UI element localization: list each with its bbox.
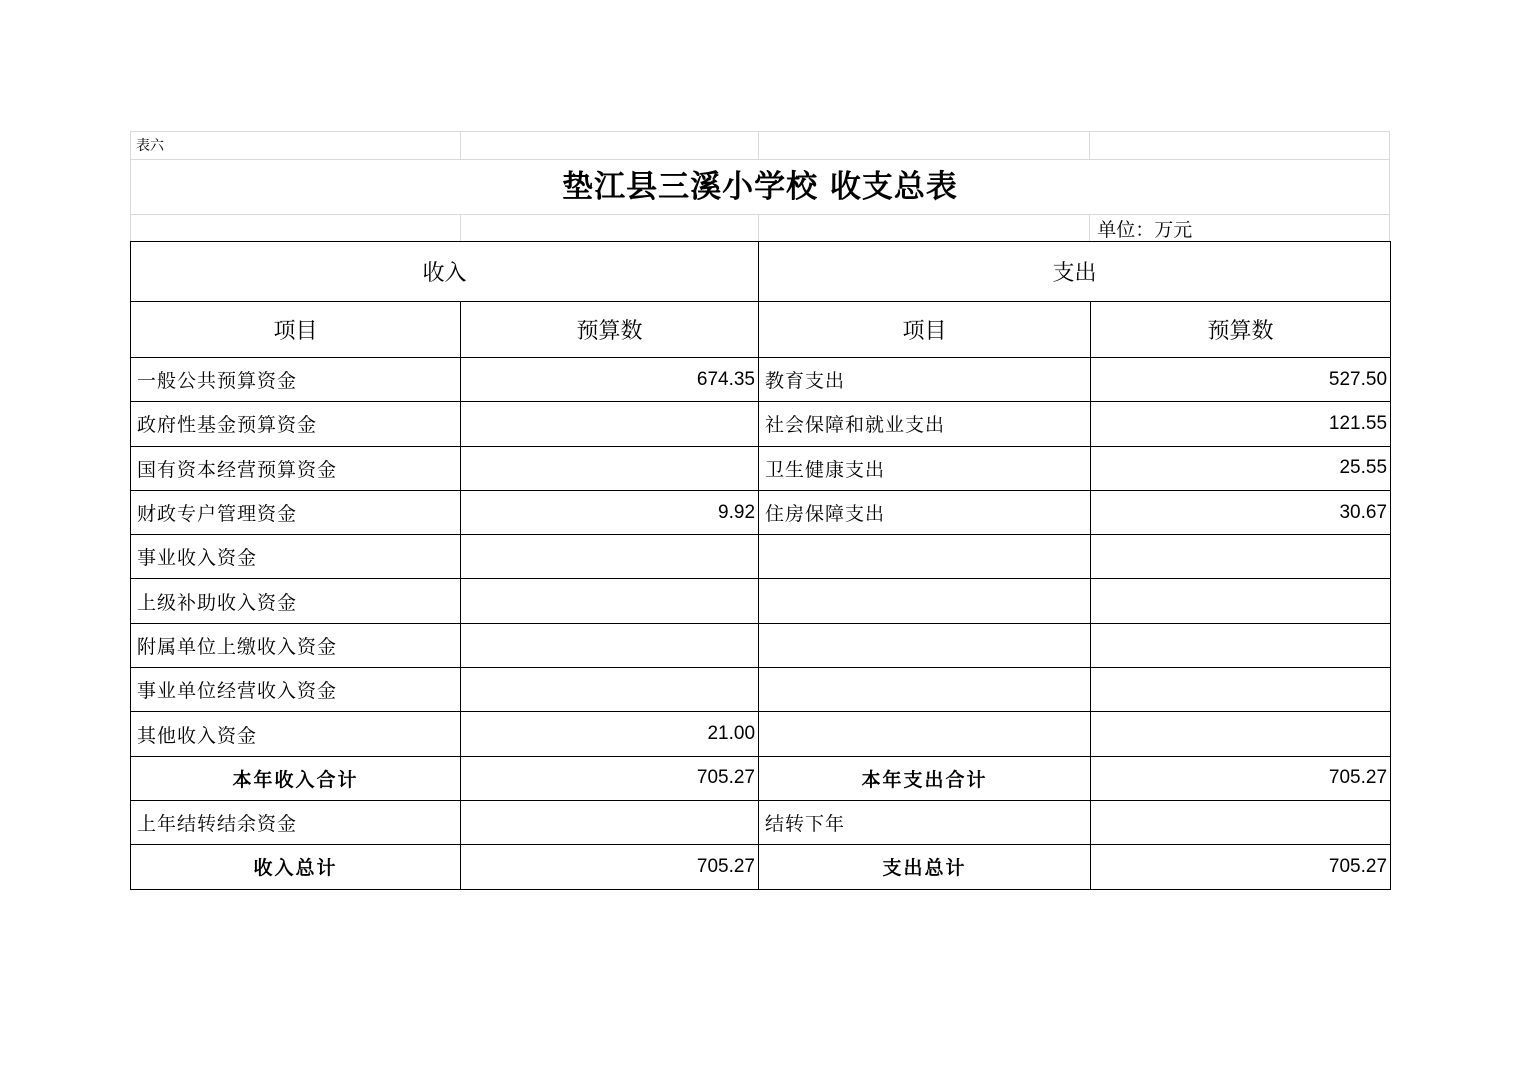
table-row [131,358,1391,402]
income-item-cell: 财政专户管理资金 [131,490,461,534]
expense-item-cell: 结转下年 [759,800,1091,844]
total-row [131,845,1391,889]
empty-cell [461,214,759,241]
sheet-header [130,131,1390,241]
expense-value-cell [1091,535,1391,579]
income-value-cell [461,402,759,446]
income-item-cell: 政府性基金预算资金 [131,402,461,446]
income-budget-header: 预算数 [461,302,759,358]
income-value-cell [461,800,759,844]
table-row [131,490,1391,534]
empty-cell [1090,131,1390,159]
expense-value-cell [1091,668,1391,712]
table-row [131,535,1391,579]
income-value-cell [461,535,759,579]
income-item-cell: 收入总计 [131,845,461,889]
income-item-cell: 附属单位上缴收入资金 [131,623,461,667]
expense-item-cell: 住房保障支出 [759,490,1091,534]
income-value-cell: 705.27 [461,756,759,800]
empty-cell [759,131,1091,159]
table-row [131,446,1391,490]
table-label: 表六 [131,131,461,159]
expense-value-cell: 705.27 [1091,845,1391,889]
income-item-cell: 本年收入合计 [131,756,461,800]
table-row [131,800,1391,844]
expense-item-header: 项目 [759,302,1091,358]
income-value-cell: 674.35 [461,358,759,402]
table-row [131,712,1391,756]
expense-value-cell: 25.55 [1091,446,1391,490]
table-label-row [130,131,1390,159]
expense-budget-header: 预算数 [1091,302,1391,358]
expense-item-cell: 卫生健康支出 [759,446,1091,490]
expense-value-cell: 121.55 [1091,402,1391,446]
budget-table [130,241,1391,890]
income-item-cell: 国有资本经营预算资金 [131,446,461,490]
table-row [131,402,1391,446]
income-value-cell: 21.00 [461,712,759,756]
section-header-row [131,242,1391,302]
total-row [131,756,1391,800]
expense-value-cell [1091,579,1391,623]
expense-section-header: 支出 [759,242,1391,302]
table-row [131,623,1391,667]
income-item-cell: 事业单位经营收入资金 [131,668,461,712]
expense-item-cell: 支出总计 [759,845,1091,889]
income-value-cell [461,668,759,712]
income-item-cell: 事业收入资金 [131,535,461,579]
income-value-cell [461,446,759,490]
income-value-cell [461,623,759,667]
empty-cell [131,214,461,241]
income-value-cell [461,579,759,623]
expense-item-cell: 本年支出合计 [759,756,1091,800]
expense-item-cell [759,623,1091,667]
expense-item-cell: 教育支出 [759,358,1091,402]
page-title: 垫江县三溪小学校 收支总表 [130,159,1390,214]
income-item-cell: 一般公共预算资金 [131,358,461,402]
expense-item-cell [759,579,1091,623]
income-item-cell: 上年结转结余资金 [131,800,461,844]
expense-value-cell [1091,623,1391,667]
expense-item-cell [759,535,1091,579]
expense-value-cell [1091,800,1391,844]
table-row [131,579,1391,623]
expense-item-cell [759,668,1091,712]
expense-value-cell: 705.27 [1091,756,1391,800]
empty-cell [461,131,759,159]
expense-item-cell [759,712,1091,756]
unit-label: 单位：万元 [1090,214,1390,241]
income-item-cell: 其他收入资金 [131,712,461,756]
empty-cell [759,214,1091,241]
expense-value-cell: 30.67 [1091,490,1391,534]
unit-row [130,214,1390,241]
table-row [131,668,1391,712]
income-value-cell: 705.27 [461,845,759,889]
income-section-header: 收入 [131,242,759,302]
column-header-row [131,302,1391,358]
expense-value-cell [1091,712,1391,756]
income-value-cell: 9.92 [461,490,759,534]
expense-value-cell: 527.50 [1091,358,1391,402]
income-item-header: 项目 [131,302,461,358]
income-item-cell: 上级补助收入资金 [131,579,461,623]
expense-item-cell: 社会保障和就业支出 [759,402,1091,446]
